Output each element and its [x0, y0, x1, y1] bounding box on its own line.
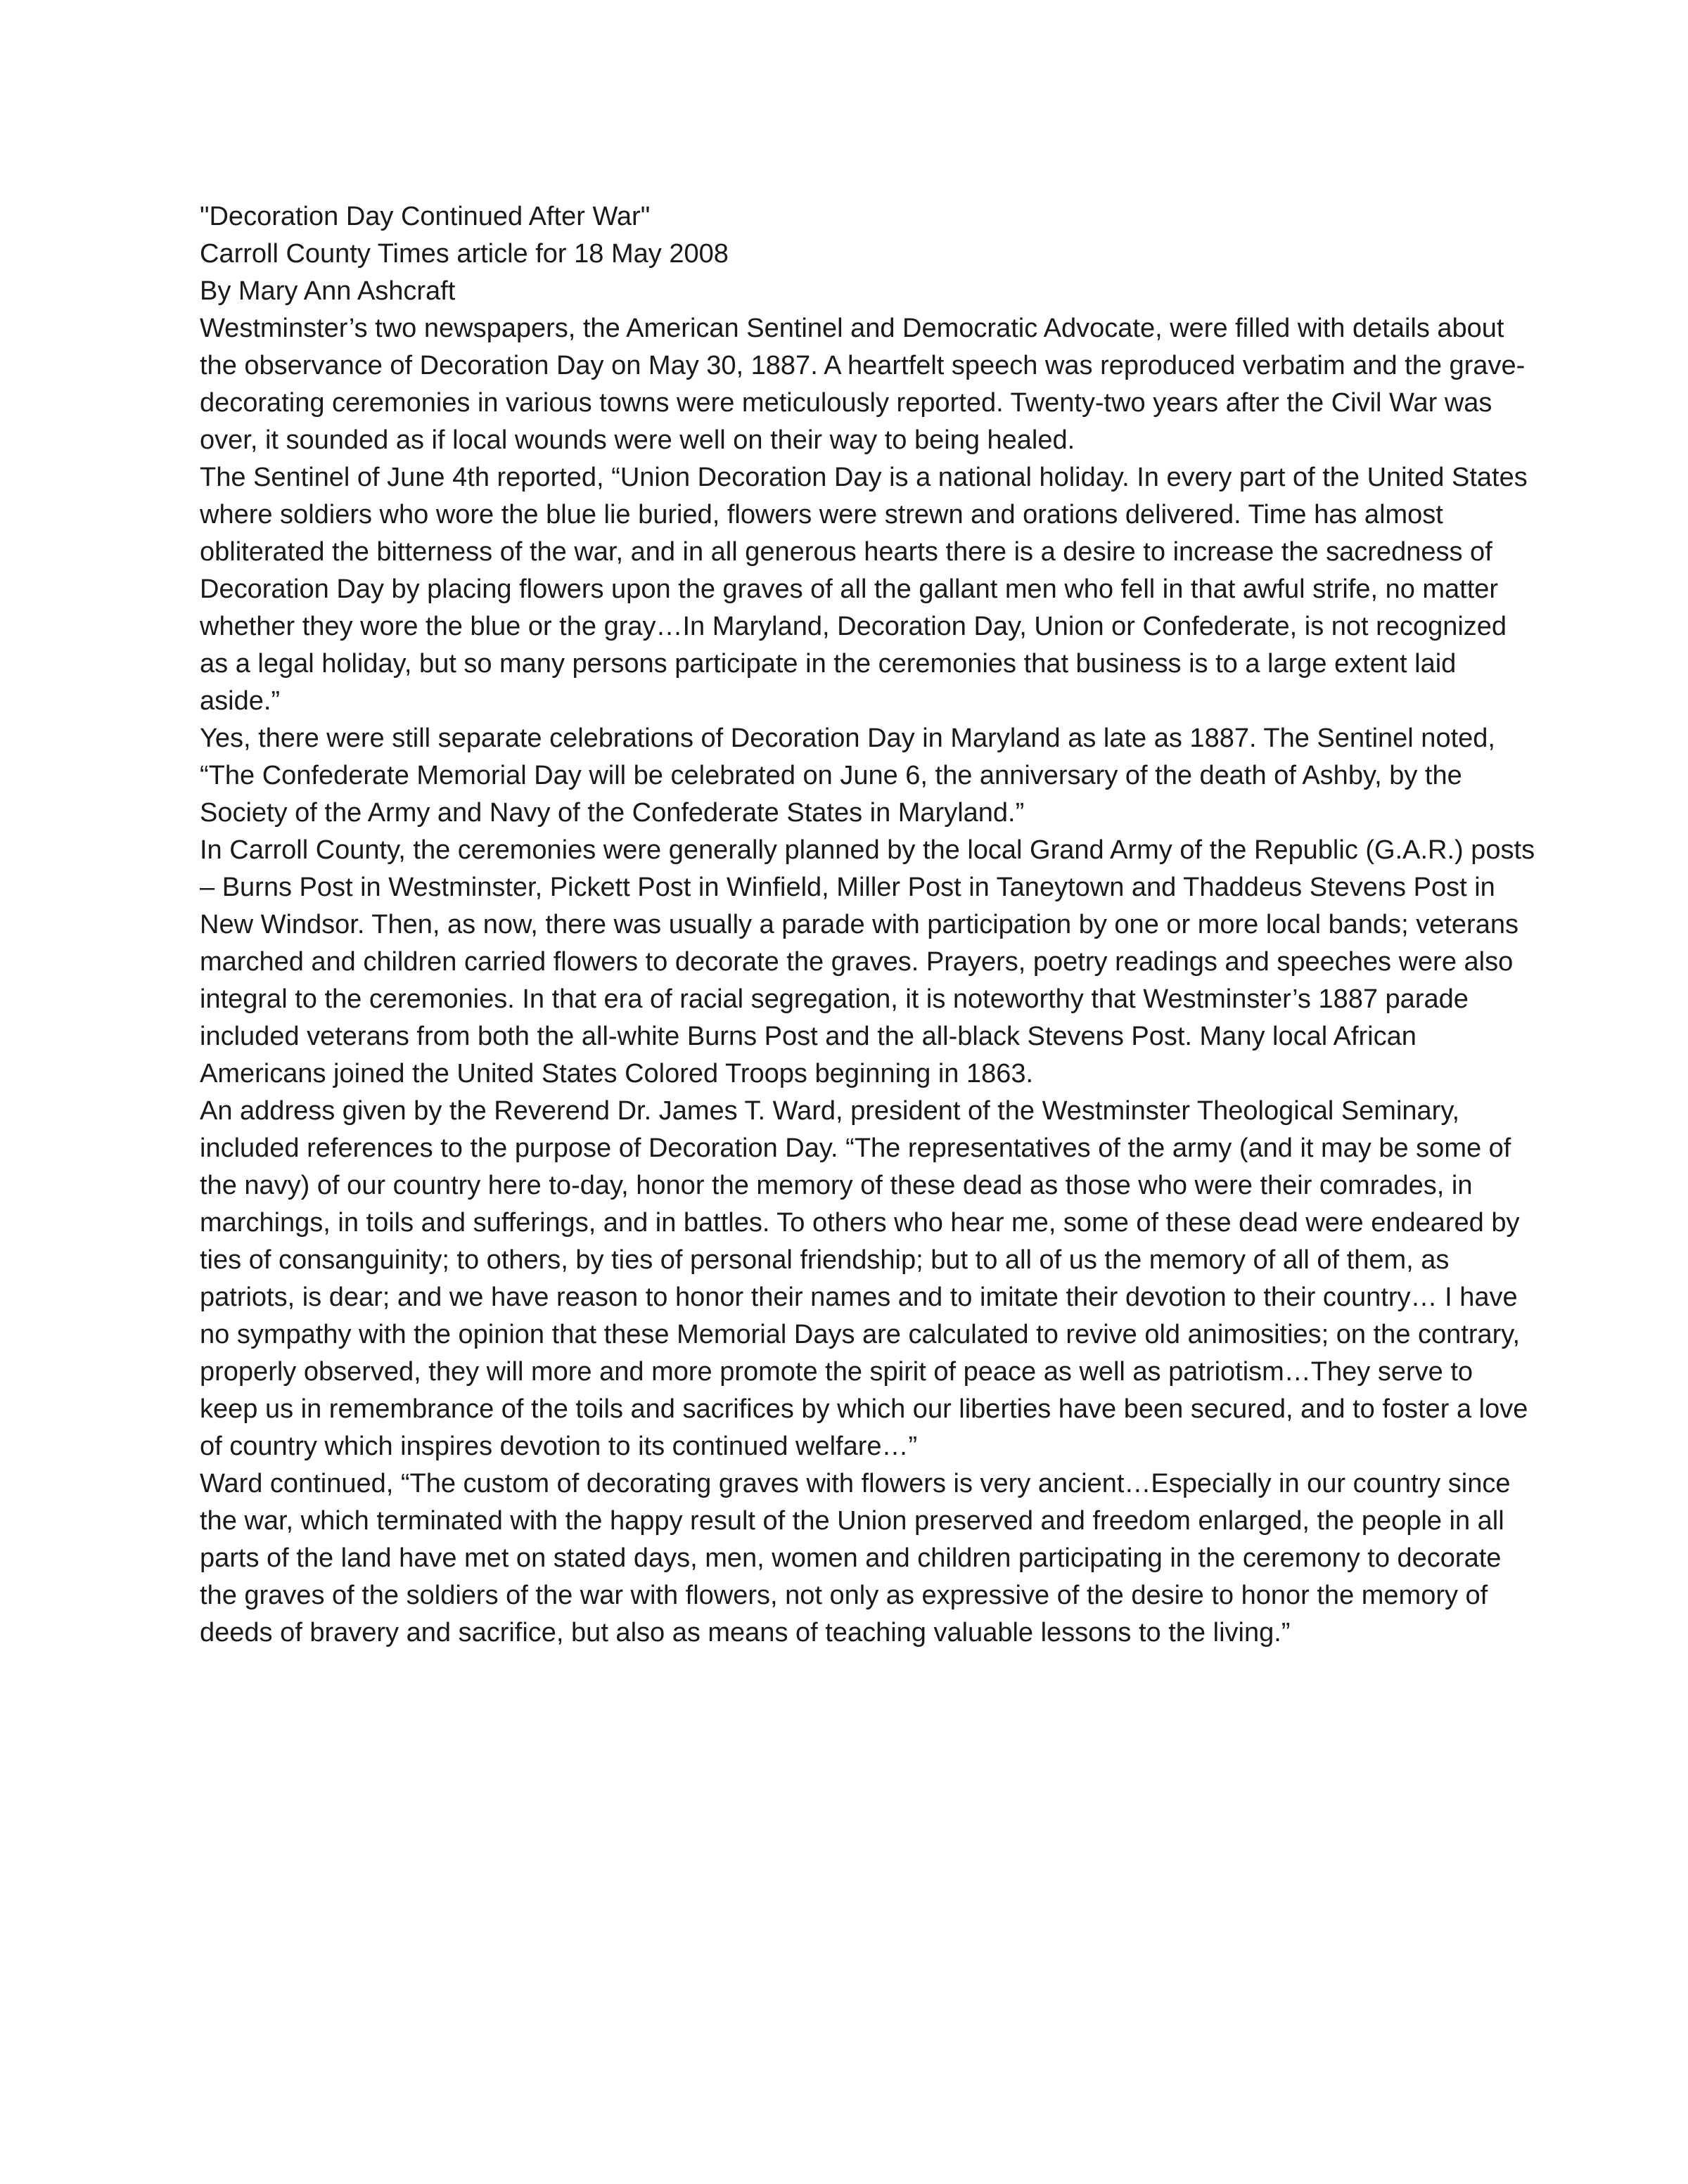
paragraph-ward-address: An address given by the Reverend Dr. James T. Ward, president of the Westminster Theological Seminary, included references to the purpose of Decoration Day. “The representatives of the army (and it may be some of the navy) of our country here to-day, honor the memory of these dead as those who were their comrades, in marchings, in toils and sufferings, and in battles. To others who hear me, some of these dead were endeared by ties of consanguinity; to others, by ties of personal friendship; but to all of us the memory of all of them, as patriots, is dear; and we have reason to honor their names and to imitate their devotion to their country… I have no sympathy with the opinion that these Memorial Days are calculated to revive old animosities; on the contrary, properly observed, they will more and more promote the spirit of peace as well as patriotism…They serve to keep us in remembrance of the toils and sacrifices by which our liberties have been secured, and to foster a love of country which inspires devotion to its continued welfare…” [200, 1096, 1528, 1461]
paragraph-sentinel-report: The Sentinel of June 4th reported, “Union Decoration Day is a national holiday. In every part of the United States where soldiers who wore the blue lie buried, flowers were strewn and orations delivered. Time has almost obliterated the bitterness of the war, and in all generous hearts there is a desire to increase the sacredness of Decoration Day by placing flowers upon the graves of all the gallant men who fell in that awful strife, no matter whether they wore the blue or the gray…In Maryland, Decoration Day, Union or Confederate, is not recognized as a legal holiday, but so many persons participate in the ceremonies that business is to a large extent laid aside.” [200, 463, 1528, 716]
paragraph-carroll-county: In Carroll County, the ceremonies were generally planned by the local Grand Army of the Republic (G.A.R.) posts – Burns Post in Westminster, Pickett Post in Winfield, Miller Post in Taneytown and Thaddeus Stevens Post in New Windsor. Then, as now, there was usually a parade with participation by one or more local bands; veterans marched and children carried flowers to decorate the graves. Prayers, poetry readings and speeches were also integral to the ceremonies. In that era of racial segregation, it is noteworthy that Westminster’s 1887 parade included veterans from both the all-white Burns Post and the all-black Stevens Post. Many local African Americans joined the United States Colored Troops beginning in 1863. [200, 835, 1535, 1088]
article-source: Carroll County Times article for 18 May 2008 [200, 239, 729, 269]
article-title: "Decoration Day Continued After War" [200, 202, 651, 231]
paragraph-separate-celebrations: Yes, there were still separate celebrations of Decoration Day in Maryland as late as 1887. The Sentinel noted, “The Confederate Memorial Day will be celebrated on June 6, the anniversary of the death of Ashby, by the Society of the Army and Navy of the Confederate States in Maryland.” [200, 724, 1495, 828]
article-byline: By Mary Ann Ashcraft [200, 276, 456, 306]
paragraph-newspapers: Westminster’s two newspapers, the American Sentinel and Democratic Advocate, were filled with details about the observance of Decoration Day on May 30, 1887. A heartfelt speech was reproduced verbatim and the grave-decorating ceremonies in various towns were meticulously reported. Twenty-two years after the Civil War was over, it sounded as if local wounds were well on their way to being healed. [200, 314, 1526, 455]
article-body [200, 198, 1536, 1652]
paragraph-ward-continued: Ward continued, “The custom of decorating graves with flowers is very ancient…Especially in our country since the war, which terminated with the happy result of the Union preserved and freedom enlarged, the people in all parts of the land have met on stated days, men, women and children participating in the ceremony to decorate the graves of the soldiers of the war with flowers, not only as expressive of the desire to honor the memory of deeds of bravery and sacrifice, but also as means of teaching valuable lessons to the living.” [200, 1469, 1511, 1647]
